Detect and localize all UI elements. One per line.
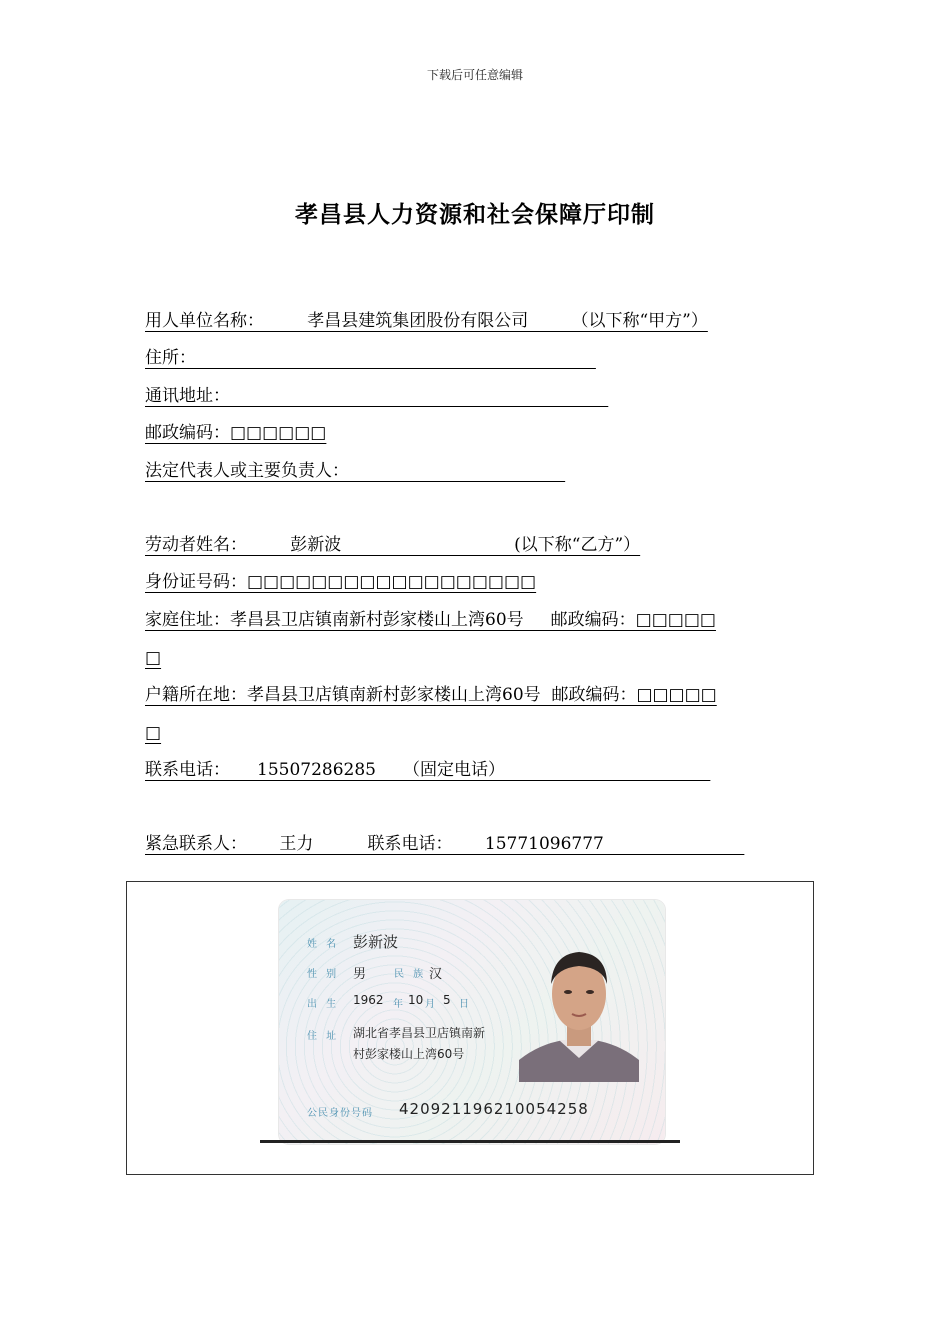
id-ethnic-label: 民 族 [394,969,427,980]
id-name-label: 姓 名 [307,939,340,950]
worker-home-line: 家庭住址：孝昌县卫店镇南新村彭家楼山上湾60号 邮政编码：□□□□□ [145,610,716,630]
id-address-1: 湖北省孝昌县卫店镇南新 [353,1026,486,1040]
employer-rep-line: 法定代表人或主要负责人： [145,461,566,481]
worker-name-line: 劳动者姓名： 彭新波 (以下称“乙方”） [145,535,641,555]
id-number-label: 公民身份号码 [307,1108,373,1119]
id-sex: 男 [353,967,367,982]
employer-mail-line: 通讯地址： [145,386,609,406]
id-birth-label: 出 生 [307,999,340,1010]
id-birth-year: 1962 [353,993,384,1007]
id-birth-day: 5 [443,993,451,1007]
id-ethnic: 汉 [429,967,443,982]
worker-phone-line: 联系电话： 15507286285 （固定电话） [145,760,711,780]
id-month-char: 月 [425,999,438,1010]
scan-edge-line [260,1140,680,1143]
id-name: 彭新波 [353,933,399,951]
header-note: 下载后可任意编辑 [426,68,523,82]
id-number: 420921196210054258 [399,1100,589,1118]
id-day-char: 日 [459,999,472,1010]
id-address-2: 村彭家楼山上湾60号 [353,1047,465,1061]
employer-address-line: 住所： [145,348,596,368]
id-card-image [279,900,665,1144]
id-address-label: 住 址 [307,1031,340,1042]
id-card-frame [126,881,814,1175]
employer-postcode-line: 邮政编码：□□□□□□ [145,423,327,443]
worker-home-cont: □ [145,648,162,668]
worker-hukou-cont: □ [145,723,162,743]
id-sex-label: 性 别 [307,969,340,980]
worker-hukou-line: 户籍所在地：孝昌县卫店镇南新村彭家楼山上湾60号 邮政编码：□□□□□ [145,685,717,705]
page-title: 孝昌县人力资源和社会保障厅印制 [295,201,655,228]
employer-name-line: 用人单位名称： 孝昌县建筑集团股份有限公司 （以下称“甲方”） [145,311,708,331]
emergency-contact-line: 紧急联系人： 王力 联系电话： 15771096777 [145,834,745,854]
worker-id-line: 身份证号码：□□□□□□□□□□□□□□□□□□ [145,572,537,592]
id-birth-month: 10 [408,993,424,1007]
id-year-char: 年 [393,999,406,1010]
portrait-photo [519,932,639,1082]
